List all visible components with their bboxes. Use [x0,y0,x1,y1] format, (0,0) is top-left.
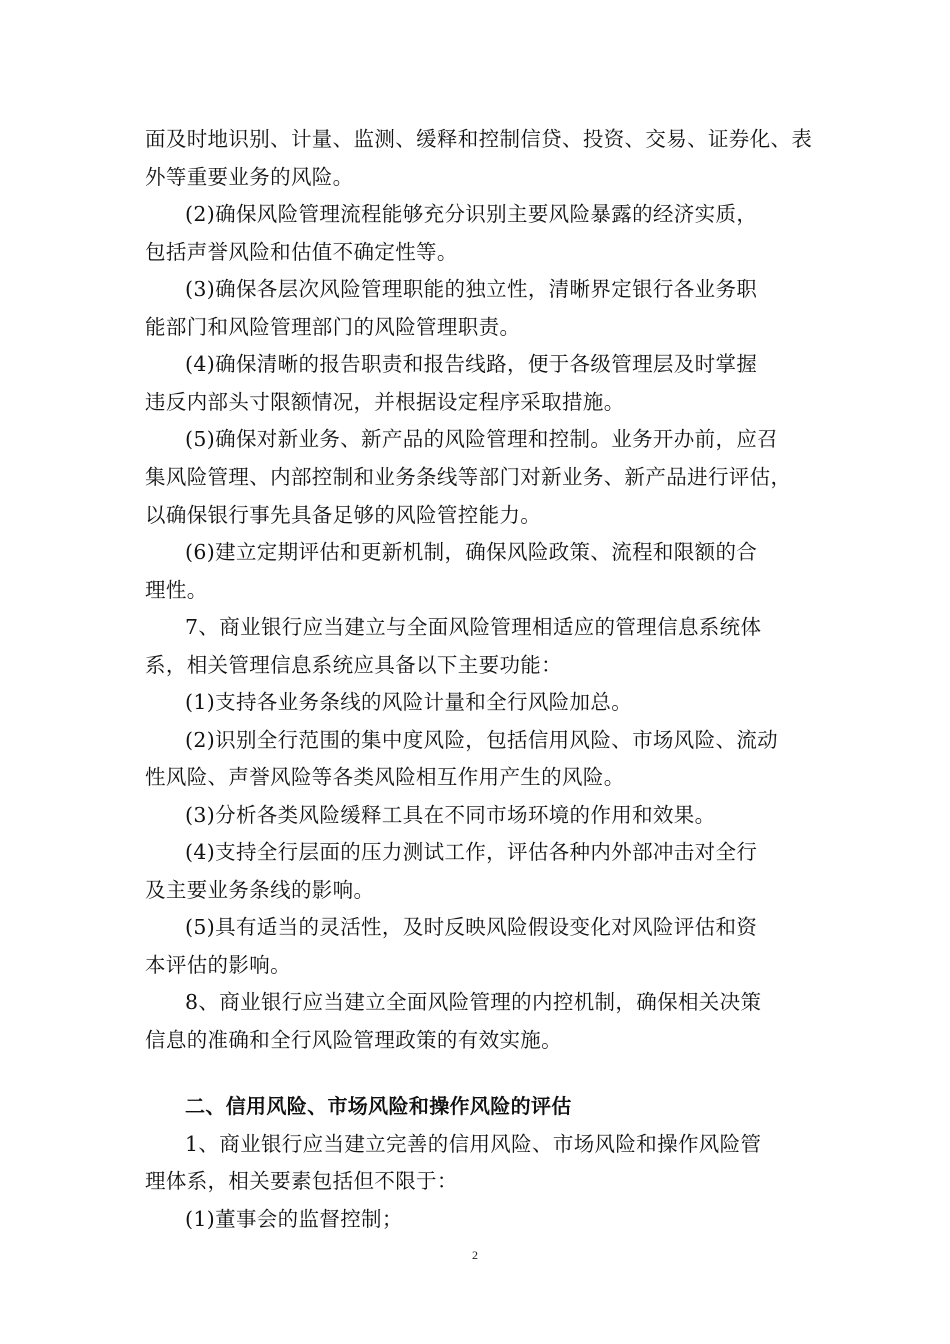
text-line: 7、商业银行应当建立与全面风险管理相适应的管理信息系统体 [185,615,762,639]
section-heading: 二、信用风险、市场风险和操作风险的评估 [185,1094,572,1118]
text-line: (1)支持各业务条线的风险计量和全行风险加总。 [185,690,633,714]
text-line: (4)确保清晰的报告职责和报告线路，便于各级管理层及时掌握 [185,352,758,376]
text-line: 及主要业务条线的影响。 [145,878,375,902]
text-line: 8、商业银行应当建立全面风险管理的内控机制，确保相关决策 [185,990,762,1014]
text-line: 能部门和风险管理部门的风险管理职责。 [145,315,521,339]
text-line: 违反内部头寸限额情况，并根据设定程序采取措施。 [145,390,625,414]
text-line: 集风险管理、内部控制和业务条线等部门对新业务、新产品进行评估， [145,465,792,489]
text-line: 理性。 [145,578,208,602]
text-line: 信息的准确和全行风险管理政策的有效实施。 [145,1028,562,1052]
text-line: 本评估的影响。 [145,953,291,977]
text-line: (2)确保风险管理流程能够充分识别主要风险暴露的经济实质， [185,202,758,226]
text-line: 以确保银行事先具备足够的风险管控能力。 [145,503,542,527]
text-line: 面及时地识别、计量、监测、缓释和控制信贷、投资、交易、证券化、表 [145,127,813,151]
text-line: (3)确保各层次风险管理职能的独立性，清晰界定银行各业务职 [185,277,758,301]
text-line: (2)识别全行范围的集中度风险，包括信用风险、市场风险、流动 [185,728,779,752]
text-line: (6)建立定期评估和更新机制，确保风险政策、流程和限额的合 [185,540,758,564]
text-line: 包括声誉风险和估值不确定性等。 [145,240,458,264]
text-line: (3)分析各类风险缓释工具在不同市场环境的作用和效果。 [185,803,716,827]
text-line: 系，相关管理信息系统应具备以下主要功能： [145,653,562,677]
text-line: (4)支持全行层面的压力测试工作，评估各种内外部冲击对全行 [185,840,758,864]
text-line: 外等重要业务的风险。 [145,165,354,189]
text-line: 性风险、声誉风险等各类风险相互作用产生的风险。 [145,765,625,789]
text-line: (5)具有适当的灵活性，及时反映风险假设变化对风险评估和资 [185,915,758,939]
text-line: 理体系，相关要素包括但不限于： [145,1169,458,1193]
page-number: 2 [472,1248,478,1262]
text-line: (1)董事会的监督控制； [185,1207,403,1231]
text-line: (5)确保对新业务、新产品的风险管理和控制。业务开办前，应召 [185,427,779,451]
text-line: 1、商业银行应当建立完善的信用风险、市场风险和操作风险管 [185,1132,762,1156]
